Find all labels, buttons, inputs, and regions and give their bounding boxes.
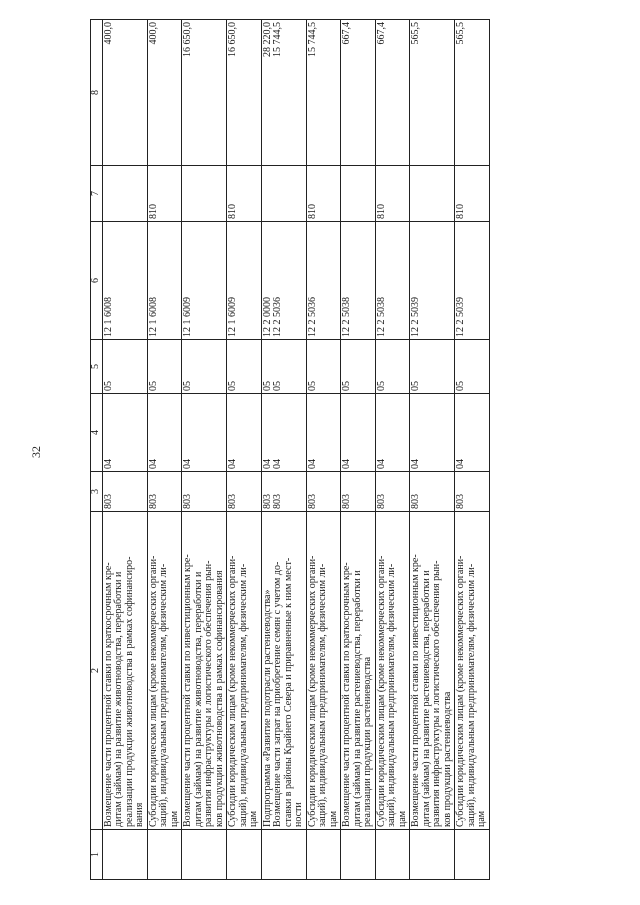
cell-text [308,514,340,827]
cell-col-3 [375,472,410,512]
text-line: 05 [102,381,114,391]
cell-text [183,22,194,163]
cell-empty [227,830,262,880]
cell-col-2 [102,512,147,830]
text-line: 12 2 5038 [375,297,387,337]
cell-col-2 [147,512,182,830]
cell-text [228,396,239,469]
cell-empty [410,830,455,880]
cell-col-3 [227,472,262,512]
text-line: 12 1 6009 [227,297,238,337]
text-line: 667,4 [341,22,352,45]
cell-text [456,396,467,469]
table-row [261,20,306,880]
text-line: 04 [410,459,421,469]
cell-text [263,22,284,163]
cell-text [149,396,160,469]
text-line: 28 220,0 [261,22,273,57]
cell-col-5 [147,340,182,394]
cell-empty [261,830,306,880]
cell-text [342,396,353,469]
text-line: дитам (займам) на развитие животноводства, переработки и [192,571,204,827]
cell-text [183,514,225,827]
cell-col-3 [182,472,227,512]
cell-col-7 [410,166,455,222]
text-line: 565,5 [410,22,421,45]
text-line: 04 [341,459,352,469]
text-line: дитам (займам) на развитие животноводства, переработки и [113,571,124,827]
text-line: цам [168,810,180,827]
cell-text [411,396,422,469]
cell-text [377,342,388,391]
table-row [227,20,262,880]
cell-col-3 [410,472,455,512]
text-line: цам [476,810,487,827]
text-line: заций), индивидуальным предпринимателям, физическим ли- [237,563,249,827]
text-line: цам [248,810,259,827]
text-line: 04 [182,459,193,469]
text-line: вания [134,802,145,827]
cell-empty [147,830,182,880]
text-line: 803 [306,494,318,509]
cell-col-3 [147,472,182,512]
cell-text [411,22,422,163]
text-line: ставки в районы Крайнего Севера и приравненные к ним мест- [282,557,294,827]
column-header: 8 [91,20,103,166]
text-line: 04 [227,459,238,469]
cell-col-6 [455,222,490,340]
table-row [341,20,376,880]
cell-text [228,168,239,219]
cell-text [377,396,388,469]
cell-text [456,514,488,827]
cell-col-4 [227,394,262,472]
cell-col-8 [147,20,182,166]
cell-col-8 [182,20,227,166]
cell-text [263,342,284,391]
cell-text [411,514,453,827]
cell-col-4 [182,394,227,472]
cell-col-2 [261,512,306,830]
text-line: цам [396,810,408,827]
text-line: реализации продукции растениеводства [362,656,373,827]
text-line: 810 [306,204,318,219]
cell-col-4 [375,394,410,472]
text-line: 803 [227,494,238,509]
cell-text [149,342,160,391]
text-line: 05 [410,381,421,391]
cell-col-4 [261,394,306,472]
text-line: Возмещение части процентной ставки по инвестиционным кре- [182,554,193,827]
column-header: 2 [91,512,103,830]
text-line: 12 2 5039 [410,297,421,337]
cell-text [149,474,160,509]
column-header: 5 [91,340,103,394]
cell-col-8 [341,20,376,166]
cell-col-4 [306,394,341,472]
text-line: 05 [455,381,466,391]
text-line: Возмещение части процентной ставки по краткосрочным кре- [341,562,352,827]
cell-col-5 [102,340,147,394]
cell-col-7 [341,166,376,222]
text-line: ков продукции растениеводства [441,691,453,827]
cell-col-6 [410,222,455,340]
cell-text [342,224,353,337]
text-line: развития инфраструктуры и логистического обеспечения рын- [431,560,442,827]
cell-text [377,168,388,219]
cell-col-2 [306,512,341,830]
cell-col-5 [410,340,455,394]
text-line: Субсидии юридическим лицам (кроме некоммерческих органи- [306,555,318,827]
text-line: 803 [375,494,387,509]
cell-text [104,22,115,163]
cell-text [411,474,422,509]
cell-col-8 [455,20,490,166]
text-line: 565,5 [455,22,466,45]
cell-col-8 [375,20,410,166]
table-body [102,20,489,880]
cell-text [104,396,115,469]
cell-col-5 [455,340,490,394]
text-line: реализации продукции животноводства в рамках софинансиро- [123,556,135,827]
cell-empty [341,830,376,880]
cell-text [308,168,319,219]
cell-col-7 [147,166,182,222]
cell-text [456,168,467,219]
cell-text [183,224,194,337]
cell-text [411,342,422,391]
cell-text [411,224,422,337]
cell-col-8 [306,20,341,166]
cell-text [228,224,239,337]
text-line: дитам (займам) на развитие растениеводства, переработки и [351,570,363,827]
cell-text [456,22,467,163]
table-row [306,20,341,880]
text-line: 400,0 [102,22,114,45]
table-row [410,20,455,880]
text-line: 810 [227,204,238,219]
text-line: заций), индивидуальным предпринимателям, физическим ли- [158,563,169,827]
cell-col-6 [261,222,306,340]
cell-text [342,342,353,391]
cell-text [263,514,305,827]
cell-text [308,396,319,469]
cell-col-3 [102,472,147,512]
text-line: 04 [306,459,318,469]
cell-col-2 [182,512,227,830]
cell-col-8 [227,20,262,166]
text-line: 05 [306,381,318,391]
cell-col-7 [227,166,262,222]
text-line: Возмещение части процентной ставки по краткосрочным кре- [102,562,114,827]
cell-col-6 [227,222,262,340]
cell-text [377,474,388,509]
text-line: 667,4 [375,22,387,45]
cell-col-4 [410,394,455,472]
text-line: Субсидии юридическим лицам (кроме некоммерческих органи- [375,555,387,827]
cell-col-4 [147,394,182,472]
cell-col-3 [261,472,306,512]
cell-col-3 [306,472,341,512]
cell-col-7 [375,166,410,222]
cell-text [308,224,319,337]
cell-text [149,224,160,337]
text-line: 05 [147,381,159,391]
cell-text [149,168,160,219]
text-line: развития инфраструктуры и логистического обеспечения рын- [203,560,214,827]
cell-text [263,396,284,469]
text-line: 803 [261,494,273,509]
budget-table [90,19,490,880]
text-line: Субсидии юридическим лицам (кроме некоммерческих органи- [147,555,159,827]
cell-text [342,22,353,163]
cell-col-2 [341,512,376,830]
rotated-table-container [90,20,520,880]
text-line: 05 [227,381,238,391]
cell-col-8 [410,20,455,166]
text-line: 803 [410,494,421,509]
text-line: 04 [102,459,114,469]
text-line: 15 744,5 [306,22,318,57]
cell-text [263,474,284,509]
text-line: 04 [375,459,387,469]
cell-col-7 [182,166,227,222]
cell-text [104,474,115,509]
cell-col-3 [455,472,490,512]
text-line: 12 2 0000 [261,297,273,337]
text-line: ков продукции животноводства в рамках софинансирования [213,570,225,827]
column-header: 1 [91,830,103,880]
text-line: 05 [182,381,193,391]
cell-text [456,474,467,509]
cell-col-6 [102,222,147,340]
table-row [182,20,227,880]
cell-text [342,474,353,509]
cell-empty [375,830,410,880]
text-line: Возмещение части процентной ставки по инвестиционным кре- [410,554,421,827]
cell-col-8 [261,20,306,166]
text-line: 12 1 6008 [147,297,159,337]
cell-text [342,514,374,827]
text-line: 810 [375,204,387,219]
text-line: 12 2 5036 [306,297,318,337]
column-header: 6 [91,222,103,340]
page-number: 32 [29,446,43,458]
text-line: 12 1 6009 [182,297,193,337]
cell-col-6 [147,222,182,340]
cell-col-6 [375,222,410,340]
cell-text [308,474,319,509]
table-row [455,20,490,880]
cell-col-5 [227,340,262,394]
cell-col-8 [102,20,147,166]
column-header: 7 [91,166,103,222]
cell-empty [455,830,490,880]
cell-col-5 [341,340,376,394]
cell-col-2 [227,512,262,830]
text-line: 05 [272,381,283,391]
cell-col-4 [341,394,376,472]
text-line: 803 [182,494,193,509]
text-line: 810 [455,204,466,219]
text-line: Подпрограмма «Развитие подотрасли растениеводства» [261,589,273,827]
text-line: 04 [261,459,273,469]
column-header: 3 [91,472,103,512]
column-header: 4 [91,394,103,472]
cell-col-7 [306,166,341,222]
cell-text [228,342,239,391]
cell-text [228,474,239,509]
cell-text [183,342,194,391]
cell-empty [182,830,227,880]
text-line: 12 2 5038 [341,297,352,337]
text-line: 400,0 [147,22,159,45]
text-line: 810 [147,204,159,219]
cell-col-5 [182,340,227,394]
cell-text [377,224,388,337]
cell-col-7 [102,166,147,222]
cell-text [456,342,467,391]
cell-text [183,474,194,509]
cell-text [377,22,388,163]
text-line: Возмещение части затрат на приобретение семян с учетом до- [272,561,283,827]
cell-col-6 [182,222,227,340]
cell-text [228,22,239,163]
cell-text [456,224,467,337]
cell-empty [306,830,341,880]
text-line: ности [293,802,304,827]
text-line: 803 [147,494,159,509]
cell-text [104,514,146,827]
text-line: Субсидии юридическим лицам (кроме некоммерческих органи- [455,555,466,827]
text-line: 05 [375,381,387,391]
cell-text [228,514,260,827]
cell-col-2 [375,512,410,830]
text-line: 12 2 5036 [272,297,283,337]
text-line: 16 650,0 [227,22,238,57]
text-line: заций), индивидуальным предпринимателям, физическим ли- [465,563,477,827]
text-line: Субсидии юридическим лицам (кроме некоммерческих органи- [227,555,238,827]
cell-col-6 [306,222,341,340]
text-line: 16 650,0 [182,22,193,57]
text-line: 04 [147,459,159,469]
text-line: 803 [341,494,352,509]
cell-col-7 [455,166,490,222]
text-line: заций), индивидуальным предпринимателям, физическим ли- [386,563,397,827]
cell-text [149,22,160,163]
cell-text [104,342,115,391]
cell-col-3 [341,472,376,512]
text-line: 803 [102,494,114,509]
table-row [147,20,182,880]
cell-text [308,342,319,391]
text-line: 12 1 6008 [102,297,114,337]
text-line: цам [327,810,339,827]
cell-col-5 [261,340,306,394]
cell-text [377,514,409,827]
text-line: 05 [261,381,273,391]
cell-col-4 [102,394,147,472]
cell-text [308,22,319,163]
text-line: 12 2 5039 [455,297,466,337]
cell-text [104,224,115,337]
text-line: 05 [341,381,352,391]
text-line: 04 [455,459,466,469]
text-line: дитам (займам) на развитие растениеводства, переработки и [420,570,432,827]
cell-col-7 [261,166,306,222]
cell-empty [102,830,147,880]
cell-col-5 [306,340,341,394]
cell-col-2 [455,512,490,830]
cell-text [149,514,181,827]
cell-text [263,224,284,337]
table-header-row [91,20,103,880]
cell-text [183,396,194,469]
text-line: 04 [272,459,283,469]
text-line: 15 744,5 [272,22,283,57]
cell-col-5 [375,340,410,394]
cell-col-4 [455,394,490,472]
table-row [375,20,410,880]
cell-col-2 [410,512,455,830]
text-line: 803 [272,494,283,509]
text-line: заций), индивидуальным предпринимателям, физическим ли- [317,563,328,827]
cell-col-6 [341,222,376,340]
table-row [102,20,147,880]
text-line: 803 [455,494,466,509]
